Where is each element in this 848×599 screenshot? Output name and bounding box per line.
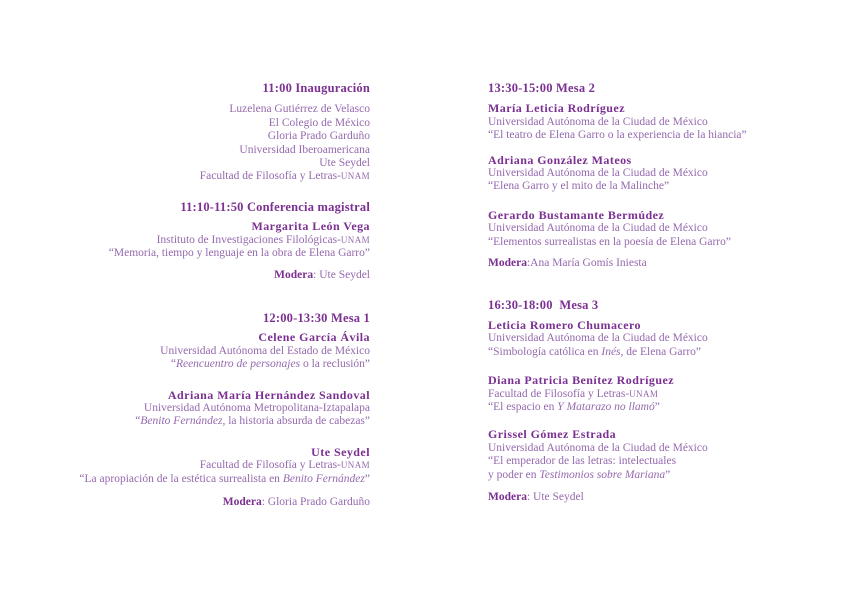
moderator-value: : Ute Seydel: [526, 490, 584, 503]
talk-title-post: , la historia absurda de cabezas”: [222, 415, 370, 428]
talk-block: [488, 209, 818, 249]
talk-title-pre: “: [170, 358, 176, 371]
moderator-value: :Ana María Gomís Iniesta: [526, 257, 647, 270]
talk-title-pre: “Elementos surrealistas en la poesía de Elena Garro”: [488, 235, 731, 248]
talk-title: [36, 247, 370, 260]
talk-title-pre: “Elena Garro y el mito de la Malinche”: [488, 180, 670, 193]
speaker-name: Gerardo Bustamante Bermúdez: [488, 207, 665, 222]
talk-title: [488, 455, 818, 468]
talk-title: [36, 358, 370, 371]
speaker-name: Celene García Ávila: [258, 330, 370, 345]
affiliation: [488, 167, 818, 180]
talk-block: [488, 154, 818, 194]
moderator-value: : Gloria Prado Garduño: [261, 495, 370, 508]
affiliation: [488, 116, 818, 129]
moderator-label: Modera: [274, 269, 314, 282]
affiliation-smallcaps: UNAM: [629, 388, 659, 399]
moderator-line: [36, 496, 370, 509]
affiliation-text: Universidad Autónoma del Estado de México: [160, 344, 370, 357]
talk-title-italic: Benito Fernández: [140, 415, 223, 428]
participant-line: [36, 103, 370, 116]
affiliation: [36, 402, 370, 415]
talk-title: [488, 129, 818, 142]
participant-line: [36, 170, 370, 183]
participant-smallcaps: UNAM: [340, 171, 370, 182]
speaker-name: Margarita León Vega: [251, 219, 370, 234]
talk-title: [36, 473, 370, 486]
talk-title-post: , de Elena Garro”: [620, 345, 702, 358]
affiliation-smallcaps: UNAM: [340, 234, 370, 245]
speaker-name: Grissel Gómez Estrada: [488, 427, 617, 442]
affiliation-text: Universidad Autónoma de la Ciudad de México: [488, 441, 708, 454]
affiliation-text: Universidad Autónoma de la Ciudad de México: [488, 167, 708, 180]
talk-title-pre: “Memoria, tiempo y lenguaje en la obra de Elena Garro”: [108, 247, 370, 260]
affiliation-text: Facultad de Filosofía y Letras-: [488, 387, 630, 400]
talk-title-post: ”: [364, 472, 370, 485]
moderator-label: Modera: [488, 257, 527, 270]
session-mesa-3: [488, 299, 818, 504]
talk-title-italic: Testimonios sobre Mariana: [539, 468, 666, 481]
participant-line: [36, 157, 370, 170]
right-column: [488, 82, 818, 504]
talk-title: [488, 236, 818, 249]
speaker-name: Adriana González Mateos: [488, 152, 632, 167]
affiliation: [36, 459, 370, 472]
session-heading: 11:10-11:50 Conferencia magistral: [180, 199, 370, 214]
affiliation: [36, 234, 370, 247]
talk-title-pre: “Simbología católica en: [488, 345, 602, 358]
talk-title: [36, 415, 370, 428]
talk-title-pre: “El espacio en: [488, 400, 558, 413]
moderator-label: Modera: [488, 490, 527, 503]
affiliation: [488, 222, 818, 235]
speaker-name: Adriana María Hernández Sandoval: [167, 387, 370, 402]
talk-block: [488, 428, 818, 482]
affiliation-text: Universidad Autónoma Metropolitana-Iztapalapa: [143, 401, 370, 414]
participant-text: Ute Seydel: [319, 157, 370, 170]
talk-title: [488, 180, 818, 193]
session-heading: 12:00-13:30 Mesa 1: [262, 310, 370, 325]
session-heading: 13:30-15:00 Mesa 2: [488, 81, 596, 95]
session-mesa-1: [36, 312, 370, 509]
participant-text: Gloria Prado Garduño: [267, 130, 370, 143]
moderator-value: : Ute Seydel: [313, 269, 370, 282]
talk-block: [488, 374, 818, 414]
moderator-label: Modera: [222, 495, 262, 508]
talk-block: [36, 389, 370, 429]
affiliation-text: Instituto de Investigaciones Filológicas-: [156, 233, 341, 246]
talk-block: [36, 331, 370, 371]
talk-block: [488, 319, 818, 359]
session-inauguracion: [36, 82, 370, 184]
affiliation: [36, 345, 370, 358]
participant-line: [36, 117, 370, 130]
participant-line: [36, 144, 370, 157]
talk-title-italic: Reencuentro de personajes: [175, 358, 301, 371]
talk-title-post: ”: [665, 468, 671, 481]
moderator-line: [488, 257, 818, 270]
speaker-name: Leticia Romero Chumacero: [488, 317, 641, 332]
session-heading: 16:30-18:00 Mesa 3: [488, 298, 599, 313]
affiliation-text: Universidad Autónoma de la Ciudad de México: [488, 222, 708, 235]
speaker-name: María Leticia Rodríguez: [488, 101, 625, 116]
talk-title: [488, 346, 818, 359]
talk-block: [488, 102, 818, 142]
talk-title-pre: “: [135, 415, 141, 428]
moderator-line: [488, 491, 818, 504]
participant-text: Luzelena Gutiérrez de Velasco: [229, 103, 370, 116]
participant-line: [36, 130, 370, 143]
speaker-name: Diana Patricia Benítez Rodríguez: [488, 373, 675, 388]
session-conferencia-magistral: [36, 201, 370, 283]
participant-text: Universidad Iberoamericana: [239, 143, 370, 156]
affiliation-text: Universidad Autónoma de la Ciudad de México: [488, 115, 708, 128]
participant-text: Facultad de Filosofía y Letras-: [199, 170, 341, 183]
moderator-line: [36, 269, 370, 282]
talk-title-italic: Inés: [601, 345, 621, 358]
talk-title-italic: Benito Fernández: [282, 472, 365, 485]
session-heading: 11:00 Inauguración: [262, 81, 370, 95]
affiliation-text: Universidad Autónoma de la Ciudad de México: [488, 332, 708, 345]
talk-title-pre: y poder en: [488, 468, 540, 481]
left-column: [36, 82, 370, 509]
talk-title: [488, 401, 818, 414]
speaker-name: Ute Seydel: [311, 444, 370, 459]
affiliation-text: Facultad de Filosofía y Letras-: [199, 459, 341, 472]
session-mesa-2: [488, 82, 818, 270]
affiliation: [488, 442, 818, 455]
talk-title-pre: “El teatro de Elena Garro o la experiencia de la hiancia”: [488, 129, 747, 142]
talk-title-post: o la reclusión”: [300, 358, 370, 371]
talk-block: [36, 446, 370, 486]
affiliation: [488, 388, 818, 401]
talk-title-post: ”: [654, 400, 660, 413]
talk-title-line2: [488, 469, 818, 482]
talk-title-pre: “El emperador de las letras: intelectuales: [488, 455, 677, 468]
affiliation: [488, 332, 818, 345]
talk-title-italic: Y Matarazo no llamó: [557, 400, 655, 413]
affiliation-smallcaps: UNAM: [340, 460, 370, 471]
participant-text: El Colegio de México: [268, 116, 370, 129]
participants-list: [36, 103, 370, 183]
talk-title-pre: “La apropiación de la estética surrealista en: [79, 472, 283, 485]
